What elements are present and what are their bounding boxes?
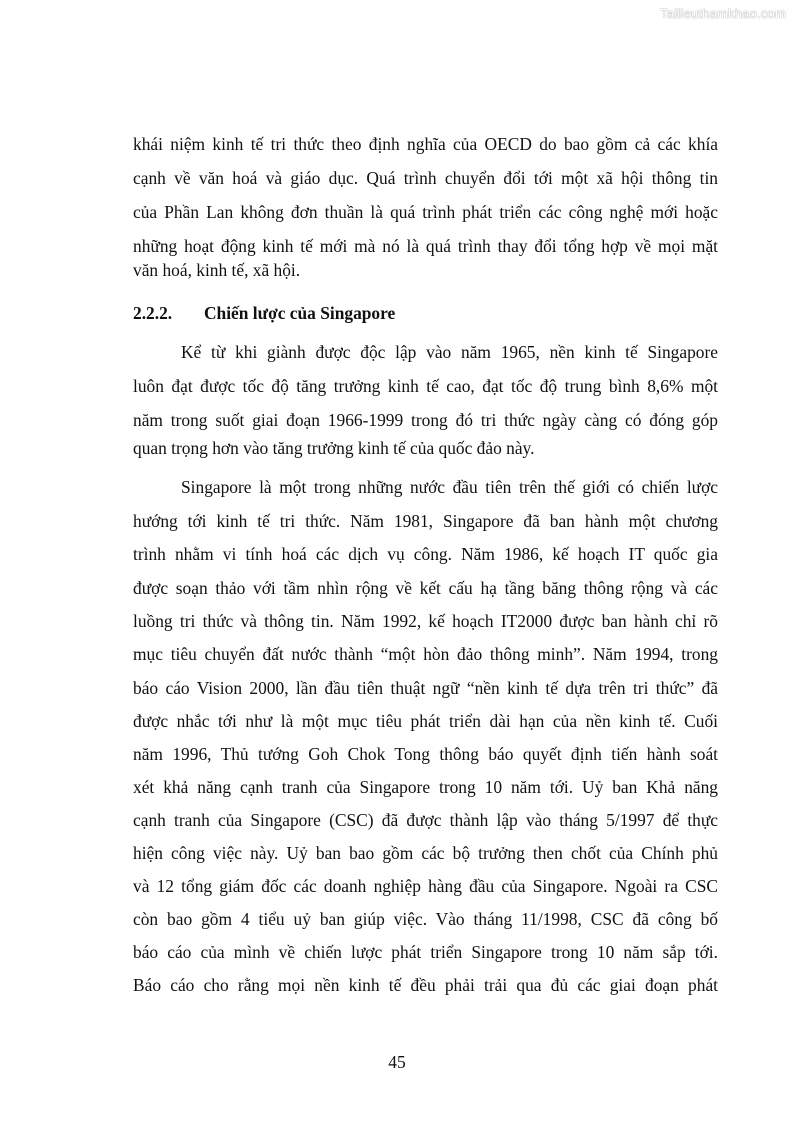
section-title: Chiến lược của Singapore bbox=[204, 303, 396, 323]
text-line: được soạn thảo với tầm nhìn rộng về kết cấu hạ tầng băng thông rộng và các bbox=[133, 578, 718, 598]
text-line: khái niệm kinh tế tri thức theo định nghĩa của OECD do bao gồm cả các khía bbox=[133, 134, 718, 154]
watermark: Tailieuthamkhao.com bbox=[660, 6, 786, 21]
text-line: và 12 tổng giám đốc các doanh nghiệp hàng đầu của Singapore. Ngoài ra CSC bbox=[133, 876, 718, 896]
text-line: xét khả năng cạnh tranh của Singapore trong 10 năm tới. Uỷ ban Khả năng bbox=[133, 777, 718, 797]
text-line: luôn đạt được tốc độ tăng trưởng kinh tế cao, đạt tốc độ trung bình 8,6% một bbox=[133, 376, 718, 396]
text-line: Báo cáo cho rằng mọi nền kinh tế đều phải trải qua đủ các giai đoạn phát bbox=[133, 975, 718, 995]
text-line: của Phần Lan không đơn thuần là quá trình phát triển các công nghệ mới hoặc bbox=[133, 202, 718, 222]
text-line: hiện công việc này. Uỷ ban bao gồm các bộ trưởng then chốt của Chính phủ bbox=[133, 843, 718, 863]
section-heading bbox=[133, 302, 395, 324]
text-line: hướng tới kinh tế tri thức. Năm 1981, Singapore đã ban hành một chương bbox=[133, 511, 718, 531]
text-line: được nhắc tới như là một mục tiêu phát triển dài hạn của nền kinh tế. Cuối bbox=[133, 711, 718, 731]
text-line: còn bao gồm 4 tiểu uỷ ban giúp việc. Vào tháng 11/1998, CSC đã công bố bbox=[133, 909, 718, 929]
text-line: trình nhằm vi tính hoá các dịch vụ công. Năm 1986, kế hoạch IT quốc gia bbox=[133, 544, 718, 564]
text-line: quan trọng hơn vào tăng trưởng kinh tế của quốc đảo này. bbox=[133, 438, 535, 458]
text-line: luồng tri thức và thông tin. Năm 1992, kế hoạch IT2000 được ban hành chỉ rõ bbox=[133, 611, 718, 631]
text-line: năm trong suốt giai đoạn 1966-1999 trong đó tri thức ngày càng có đóng góp bbox=[133, 410, 718, 430]
text-line: báo cáo của mình về chiến lược phát triển Singapore trong 10 năm sắp tới. bbox=[133, 942, 718, 962]
page-number: 45 bbox=[388, 1052, 406, 1072]
text-line: văn hoá, kinh tế, xã hội. bbox=[133, 260, 301, 280]
section-number: 2.2.2. bbox=[133, 303, 173, 323]
text-line: Kể từ khi giành được độc lập vào năm 1965, nền kinh tế Singapore bbox=[181, 342, 718, 362]
text-line: Singapore là một trong những nước đầu tiên trên thế giới có chiến lược bbox=[181, 477, 718, 497]
text-line: báo cáo Vision 2000, lần đầu tiên thuật ngữ “nền kinh tế dựa trên tri thức” đã bbox=[133, 678, 718, 698]
text-line: mục tiêu chuyển đất nước thành “một hòn đảo thông minh”. Năm 1994, trong bbox=[133, 644, 718, 664]
text-line: cạnh tranh của Singapore (CSC) đã được thành lập vào tháng 5/1997 để thực bbox=[133, 810, 718, 830]
text-line: năm 1996, Thủ tướng Goh Chok Tong thông báo quyết định tiến hành soát bbox=[133, 744, 718, 764]
text-line: cạnh về văn hoá và giáo dục. Quá trình chuyển đổi tới một xã hội thông tin bbox=[133, 168, 718, 188]
text-line: những hoạt động kinh tế mới mà nó là quá trình thay đổi tổng hợp về mọi mặt bbox=[133, 236, 718, 256]
